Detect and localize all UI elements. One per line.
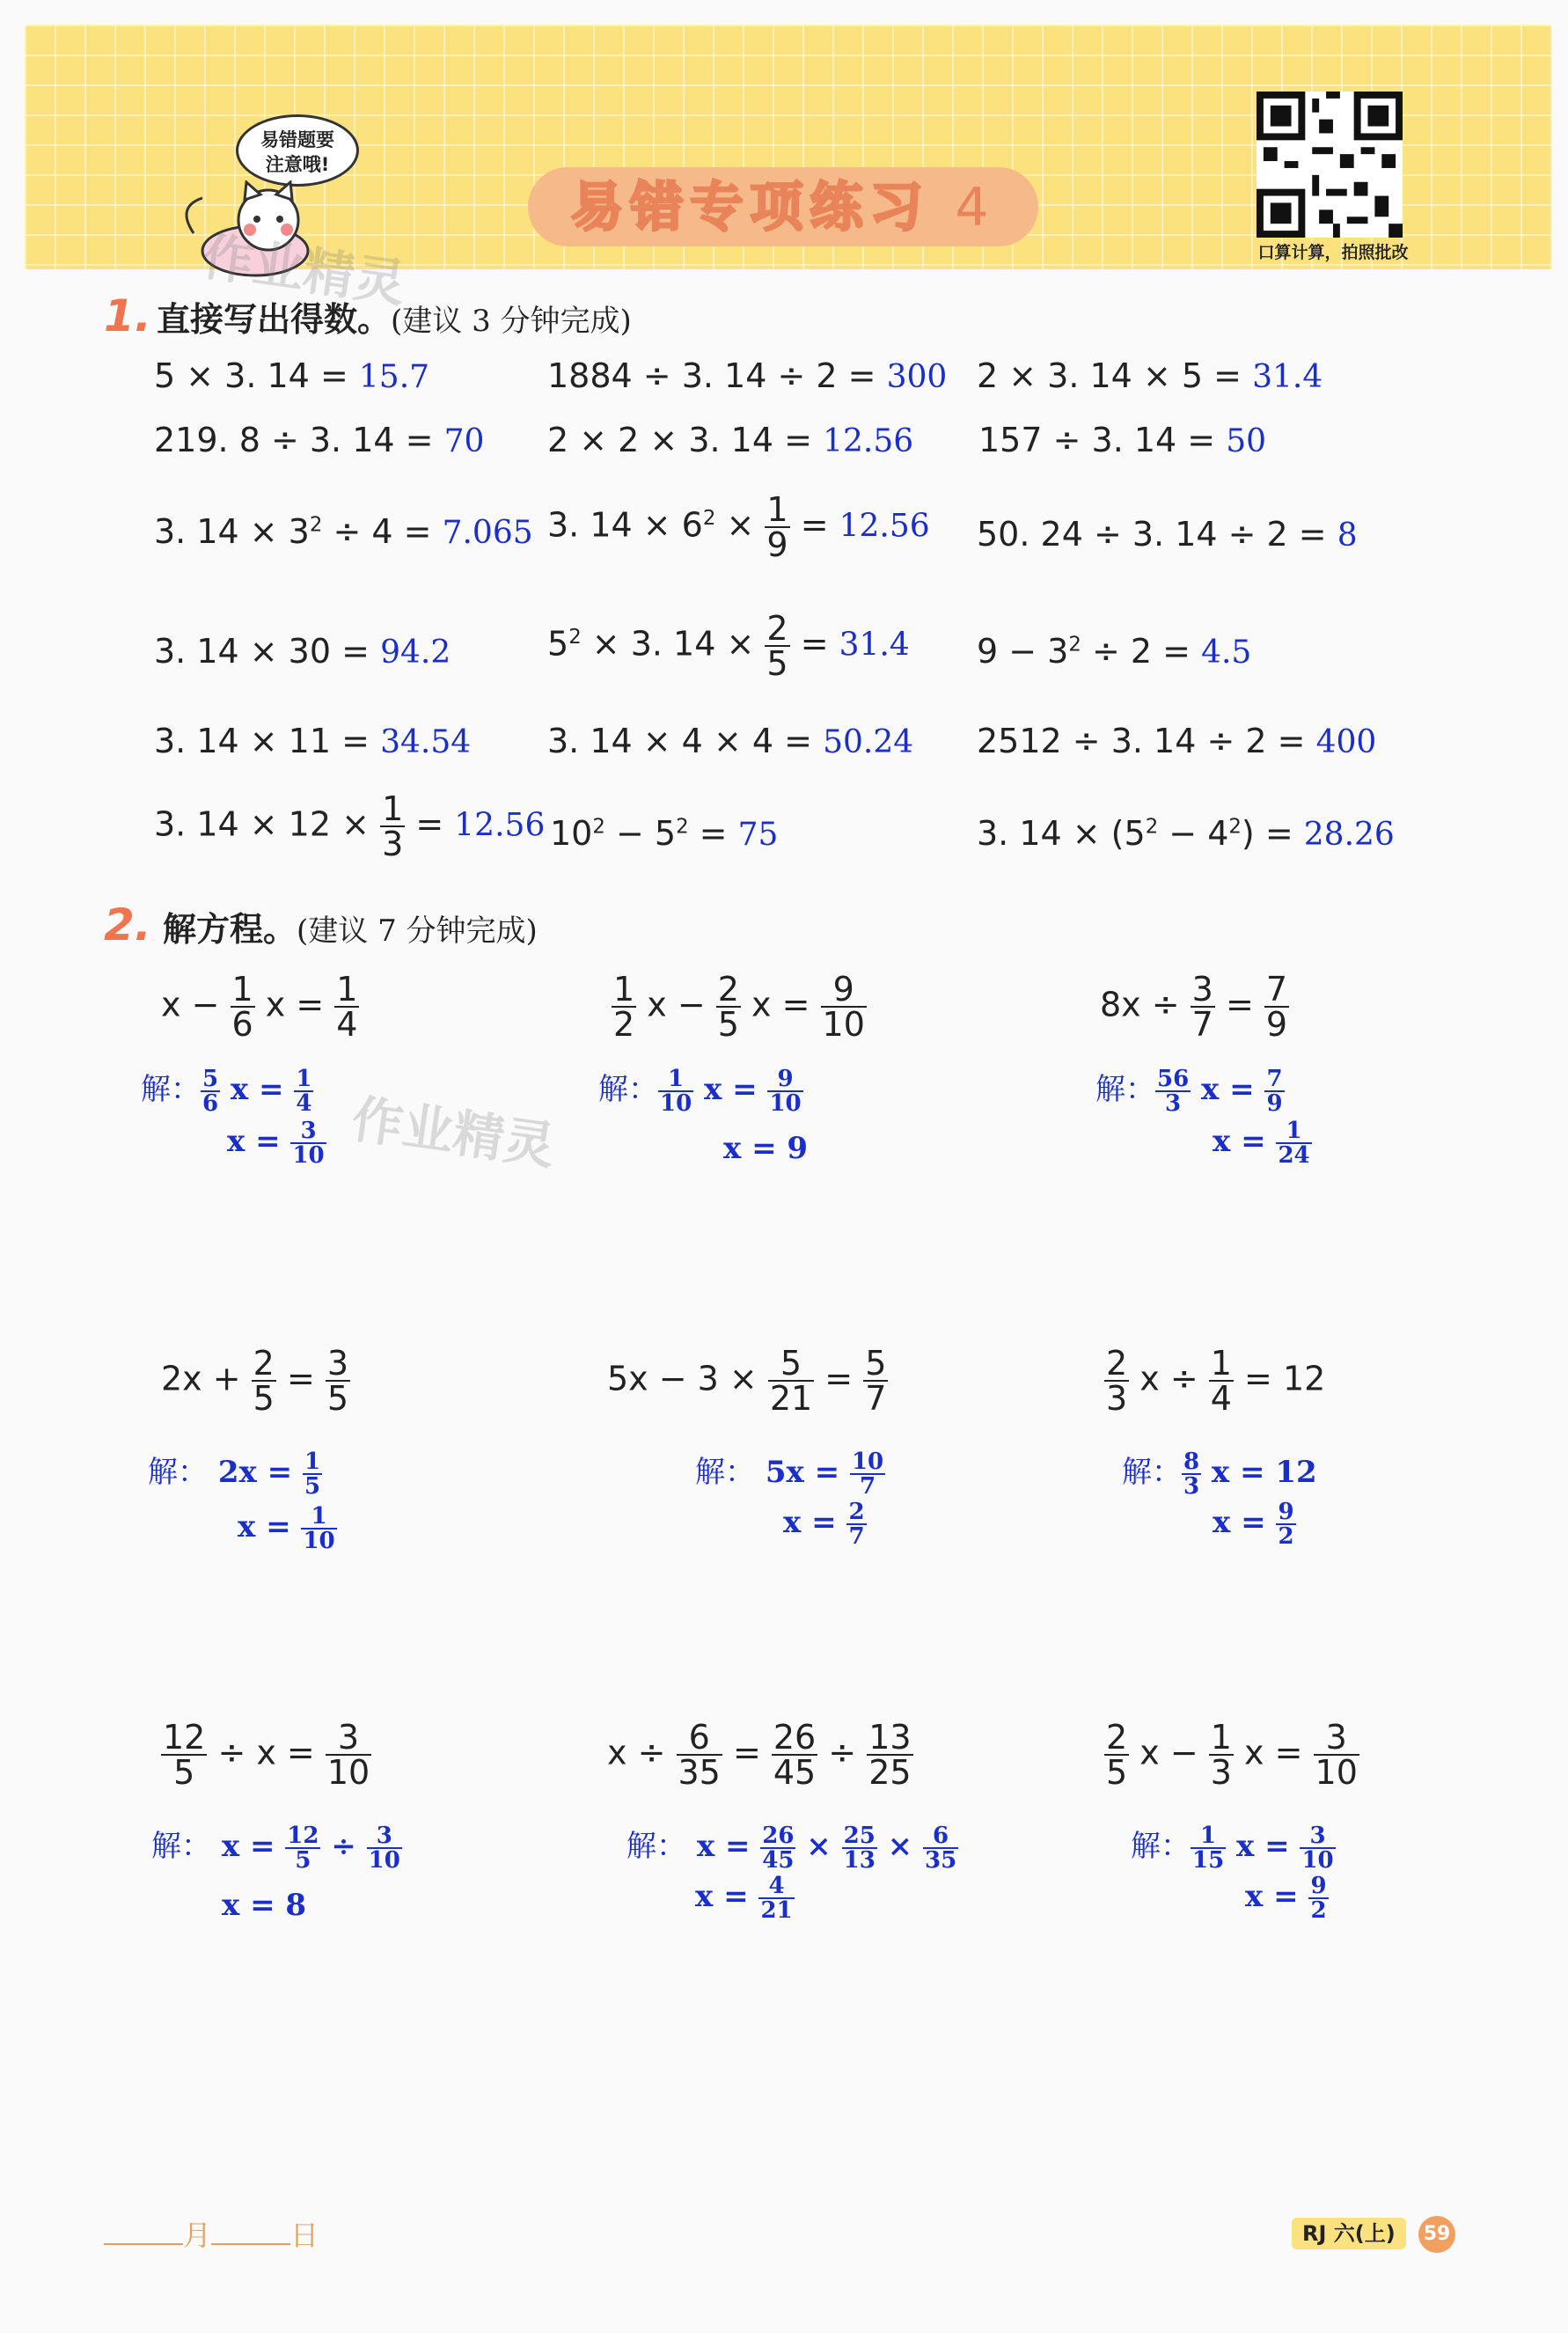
- numerator: 9: [1310, 1873, 1327, 1899]
- fraction: [303, 1450, 322, 1498]
- solution-step-2: [723, 1131, 808, 1166]
- numerator: 5: [780, 1344, 802, 1383]
- solve-label: 解：: [1131, 1829, 1191, 1864]
- numerator: 4: [768, 1873, 785, 1899]
- numerator: 12: [287, 1823, 319, 1849]
- math-text: =: [814, 1359, 864, 1398]
- numerator: 2: [717, 970, 739, 1009]
- solution-step-2: [227, 1119, 326, 1167]
- bubble-line-2: 注意哦!: [265, 154, 330, 175]
- denominator: 3: [1106, 1379, 1128, 1418]
- answer: 300: [886, 359, 948, 395]
- math-text: 2x =: [208, 1455, 303, 1490]
- answer: 4.5: [1201, 635, 1252, 671]
- solution-step-1: [626, 1822, 958, 1872]
- denominator: 4: [336, 1005, 358, 1044]
- fraction: [821, 970, 867, 1044]
- math-text: x = 8: [222, 1888, 307, 1923]
- oral-question: $9 - 3^2 \div 2 = 4.5$: [977, 632, 1252, 671]
- answer: 70: [443, 423, 485, 459]
- math-text: ×: [795, 1829, 842, 1864]
- solution-step-1: [151, 1822, 402, 1872]
- oral-question: 5 × 3. 14 = 15.7: [154, 356, 430, 395]
- fraction: [767, 1067, 802, 1115]
- solution-step-1: [148, 1448, 322, 1498]
- fraction: [923, 1824, 958, 1872]
- numerator: 9: [777, 1066, 794, 1092]
- numerator: 56: [1157, 1066, 1190, 1092]
- math-text: x −: [161, 985, 231, 1024]
- denominator: 2: [1278, 1523, 1294, 1550]
- fraction: [758, 1874, 794, 1922]
- denominator: 2: [613, 1005, 635, 1044]
- watermark: 作业精灵: [348, 1089, 559, 1177]
- numerator: 26: [773, 1718, 817, 1757]
- fraction: [326, 1344, 350, 1418]
- fraction: [1104, 1718, 1129, 1792]
- section-1-number: 1.: [104, 290, 151, 341]
- numerator: 1: [311, 1503, 327, 1530]
- fraction: [1104, 1344, 1129, 1418]
- equation: [161, 1344, 350, 1418]
- numerator: 7: [1265, 970, 1288, 1009]
- denominator: 15: [1192, 1847, 1225, 1874]
- numerator: 13: [868, 1718, 912, 1757]
- section-2-title: [163, 902, 538, 950]
- numerator: 5: [865, 1344, 887, 1383]
- denominator: 45: [773, 1753, 817, 1792]
- page-title: [554, 172, 1012, 243]
- oral-question: 1884 ÷ 3. 14 ÷ 2 = 300: [547, 356, 948, 395]
- numerator: 7: [1266, 1066, 1283, 1092]
- math-text: x =: [227, 1124, 291, 1159]
- equation: [1104, 1718, 1359, 1792]
- denominator: 5: [326, 1379, 349, 1418]
- solution-step-2: [1245, 1874, 1329, 1922]
- numerator: 3: [1191, 970, 1213, 1009]
- solve-label: 解：: [626, 1829, 686, 1864]
- fraction: [161, 1718, 207, 1792]
- fraction: [1276, 1500, 1295, 1548]
- math-text: 5x − 3 ×: [607, 1359, 768, 1398]
- fraction: [367, 1824, 402, 1872]
- math-text: x =: [1226, 1829, 1301, 1864]
- oral-question: $5^2 \times 3$. 14 × $\frac{2}{5}$ = 31.4: [547, 609, 910, 683]
- fraction: [677, 1718, 722, 1792]
- fraction: [1209, 1344, 1234, 1418]
- fraction: [1191, 970, 1215, 1044]
- math-text: x =: [1213, 1124, 1277, 1159]
- fraction: [1264, 1067, 1284, 1115]
- denominator: 3: [1155, 1090, 1191, 1115]
- fraction: [201, 1067, 220, 1115]
- oral-question: 3. 14 × 4 × 4 = 50.24: [547, 722, 914, 760]
- numerator: 1: [1286, 1118, 1302, 1144]
- solve-label: 解：: [1095, 1072, 1155, 1107]
- fraction: [1182, 1450, 1201, 1498]
- qr-caption: 口算计算，拍照批改: [1257, 243, 1409, 262]
- page-title-text: 易错专项练习: [570, 177, 930, 238]
- denominator: 45: [762, 1847, 795, 1874]
- math-text: 5x =: [755, 1455, 850, 1490]
- denominator: 5: [717, 1005, 739, 1044]
- denominator: 10: [1301, 1847, 1334, 1874]
- numerator: 26: [762, 1823, 795, 1849]
- oral-question: $10^2 - 5^2 = 75$: [550, 814, 779, 853]
- denominator: 5: [304, 1473, 321, 1500]
- oral-question: 2512 ÷ 3. 14 ÷ 2 = 400: [977, 722, 1377, 760]
- denominator: 5: [285, 1847, 320, 1872]
- fraction: [1209, 1718, 1234, 1792]
- math-text: x =: [211, 1829, 286, 1864]
- numerator: 6: [933, 1823, 949, 1849]
- math-text: x =: [783, 1505, 847, 1540]
- denominator: 9: [1266, 1090, 1283, 1117]
- day-label: 日: [290, 2219, 319, 2252]
- oral-question: 3. $14 \times (5^2 - 4^2) = 28.26$: [977, 814, 1395, 853]
- solution-step-1: [1122, 1448, 1317, 1498]
- denominator: 6: [202, 1090, 219, 1117]
- fraction: [658, 1067, 693, 1115]
- math-text: x =: [1191, 1072, 1265, 1107]
- fraction: [1314, 1718, 1359, 1792]
- numerator: 10: [851, 1449, 884, 1475]
- math-text: x =: [740, 985, 821, 1024]
- denominator: 10: [1315, 1753, 1358, 1792]
- answer: 400: [1315, 724, 1377, 760]
- solve-label: 解：: [148, 1455, 208, 1490]
- fraction: [850, 1450, 885, 1498]
- grade-badge: RJ 六(上): [1292, 2218, 1406, 2249]
- section-1-title-text: 直接写出得数。: [157, 300, 392, 339]
- numerator: 1: [231, 970, 253, 1009]
- solution-step-1: [695, 1448, 885, 1498]
- numerator: 12: [163, 1718, 206, 1757]
- answer: 31.4: [1252, 359, 1323, 395]
- numerator: 3: [1309, 1823, 1326, 1849]
- solution-step-1: [1095, 1065, 1285, 1115]
- numerator: 2: [848, 1499, 865, 1525]
- oral-question: 3. $14 \times 3^2 \div 4 = 7.065$: [154, 512, 533, 551]
- denominator: 4: [296, 1090, 312, 1117]
- numerator: 3: [1325, 1718, 1347, 1757]
- math-text: x =: [1245, 1879, 1309, 1914]
- math-text: x ÷: [607, 1733, 677, 1772]
- math-text: x ÷: [1129, 1359, 1209, 1398]
- page-number: 59: [1418, 2216, 1455, 2253]
- denominator: 10: [368, 1847, 400, 1874]
- solve-label: 解：: [141, 1072, 201, 1107]
- oral-question: 219. 8 ÷ 3. 14 = 70: [154, 421, 485, 459]
- numerator: 6: [688, 1718, 710, 1757]
- fraction: [285, 1824, 320, 1872]
- denominator: 6: [231, 1005, 253, 1044]
- math-text: ×: [876, 1829, 923, 1864]
- solution-step-2: [238, 1505, 337, 1552]
- section-1-title: [157, 292, 632, 341]
- fraction: [716, 970, 741, 1044]
- equation: [1104, 1344, 1326, 1418]
- fraction: [1264, 970, 1289, 1044]
- section-2-number: 2.: [104, 899, 151, 950]
- denominator: 3: [1210, 1753, 1232, 1792]
- equation: [612, 970, 867, 1044]
- answer: 28.26: [1303, 817, 1395, 853]
- math-text: =: [275, 1359, 326, 1398]
- numerator: 2: [1106, 1718, 1128, 1757]
- fraction: [252, 1344, 276, 1418]
- answer: 7.065: [442, 515, 533, 551]
- fraction: [294, 1067, 313, 1115]
- math-text: x =: [693, 1072, 768, 1107]
- equation: [607, 1344, 888, 1418]
- fraction: [772, 1718, 817, 1792]
- math-text: ÷ x =: [207, 1733, 326, 1772]
- math-text: ÷: [320, 1829, 367, 1864]
- numerator: 3: [326, 1344, 349, 1383]
- numerator: 1: [1210, 1344, 1232, 1383]
- math-text: 2x +: [161, 1359, 252, 1398]
- oral-question: 3. $14 \times 6^2$ × $\frac{1}{9}$ = 12.56: [547, 490, 930, 564]
- fraction: [1308, 1874, 1328, 1922]
- solution-step-2: [1213, 1500, 1296, 1548]
- answer: 34.54: [380, 724, 472, 760]
- section-1-hint: (建议 3 分钟完成): [391, 304, 632, 339]
- answer: 12.56: [839, 508, 930, 545]
- equation: [161, 970, 359, 1044]
- numerator: 2: [1106, 1344, 1128, 1383]
- denominator: 5: [161, 1754, 207, 1789]
- solution-step-2: [222, 1888, 306, 1923]
- speech-bubble: [236, 114, 359, 187]
- equation: [161, 1718, 371, 1792]
- denominator: 10: [769, 1090, 802, 1117]
- fraction: [334, 970, 359, 1044]
- fraction: [1300, 1824, 1335, 1872]
- fraction: [842, 1824, 877, 1872]
- solution-step-1: [141, 1065, 313, 1115]
- oral-question: 3. 14 × 11 = 34.54: [154, 722, 472, 760]
- numerator: 5: [202, 1066, 219, 1092]
- denominator: 7: [848, 1523, 865, 1550]
- fraction: [1155, 1067, 1191, 1115]
- numerator: 9: [1278, 1499, 1294, 1525]
- fraction: [612, 970, 636, 1044]
- denominator: 10: [303, 1528, 335, 1554]
- numerator: 1: [296, 1066, 312, 1092]
- answer: 75: [737, 817, 779, 853]
- math-text: x = 9: [723, 1131, 809, 1166]
- denominator: 21: [760, 1897, 793, 1924]
- math-text: x =: [1233, 1733, 1314, 1772]
- section-2-hint: (建议 7 分钟完成): [297, 913, 538, 949]
- denominator: 25: [868, 1753, 912, 1792]
- solve-label: 解：: [1122, 1455, 1182, 1490]
- denominator: 10: [292, 1142, 325, 1169]
- numerator: 1: [1200, 1823, 1217, 1849]
- math-text: x −: [1129, 1733, 1209, 1772]
- numerator: 1: [1210, 1718, 1232, 1757]
- section-2-title-text: 解方程。: [163, 910, 297, 949]
- fraction: [867, 1718, 912, 1792]
- oral-question: 2 × 3. 14 × 5 = 31.4: [977, 356, 1323, 395]
- denominator: 2: [1310, 1897, 1327, 1924]
- denominator: 7: [850, 1473, 885, 1498]
- solve-label: 解：: [695, 1455, 755, 1490]
- denominator: 21: [769, 1379, 813, 1418]
- fraction: [1191, 1824, 1226, 1872]
- solve-label: 解：: [151, 1829, 211, 1864]
- solution-step-1: [1131, 1822, 1336, 1872]
- math-text: x =: [695, 1879, 759, 1914]
- numerator: 3: [376, 1823, 392, 1849]
- math-text: x −: [636, 985, 716, 1024]
- fraction: [760, 1824, 795, 1872]
- denominator: 10: [660, 1090, 692, 1117]
- fraction: [846, 1500, 866, 1548]
- bubble-line-1: 易错题要: [260, 129, 334, 150]
- math-text: x =: [686, 1829, 761, 1864]
- denominator: 3: [1183, 1473, 1200, 1500]
- denominator: 24: [1278, 1142, 1310, 1169]
- math-text: 8x ÷: [1100, 985, 1191, 1024]
- denominator: 7: [865, 1379, 887, 1418]
- math-text: x = 12: [1201, 1455, 1317, 1490]
- fraction: [863, 1344, 888, 1418]
- numerator: 3: [300, 1118, 317, 1144]
- denominator: 10: [822, 1005, 865, 1044]
- fraction: [301, 1505, 336, 1552]
- oral-question: 157 ÷ 3. 14 = 50: [978, 421, 1267, 459]
- math-text: x =: [238, 1509, 302, 1544]
- denominator: 35: [925, 1847, 957, 1874]
- solution-step-2: [783, 1500, 867, 1548]
- month-label: 月: [183, 2219, 212, 2252]
- math-text: ÷: [817, 1733, 868, 1772]
- math-text: = 12: [1233, 1359, 1326, 1398]
- math-text: x =: [254, 985, 335, 1024]
- equation: [1100, 970, 1289, 1044]
- denominator: 9: [1265, 1005, 1288, 1044]
- answer: 31.4: [839, 627, 910, 664]
- math-text: =: [722, 1733, 772, 1772]
- denominator: 35: [678, 1753, 721, 1792]
- solution-step-1: [598, 1065, 803, 1115]
- oral-question: 3. 14 × 30 = 94.2: [154, 632, 451, 671]
- answer: 94.2: [380, 635, 451, 671]
- watermark: 作业精灵: [198, 226, 409, 314]
- qr-code-icon[interactable]: [1257, 92, 1403, 238]
- solve-label: 解：: [598, 1072, 658, 1107]
- page-title-number: 4: [955, 177, 996, 238]
- fraction: [1276, 1119, 1311, 1167]
- numerator: 9: [832, 970, 854, 1009]
- numerator: 25: [843, 1823, 876, 1849]
- answer: 15.7: [358, 359, 430, 395]
- answer: 8: [1337, 517, 1358, 554]
- fraction: [768, 1344, 814, 1418]
- numerator: 1: [336, 970, 358, 1009]
- numerator: 1: [304, 1449, 321, 1475]
- solution-step-2: [1213, 1119, 1312, 1167]
- denominator: 7: [1191, 1005, 1213, 1044]
- fraction: [290, 1119, 326, 1167]
- answer: 12.56: [823, 423, 914, 459]
- denominator: 4: [1210, 1379, 1232, 1418]
- date-field[interactable]: [104, 2213, 319, 2254]
- fraction: [231, 970, 255, 1044]
- numerator: 1: [613, 970, 635, 1009]
- denominator: 5: [253, 1379, 275, 1418]
- math-text: x =: [220, 1072, 295, 1107]
- answer: 12.56: [454, 807, 546, 844]
- numerator: 3: [337, 1718, 360, 1757]
- equation: [607, 1718, 913, 1792]
- numerator: 2: [253, 1344, 275, 1383]
- oral-question: 3. 14 × 12 × $\frac{1}{3}$ = 12.56: [154, 789, 546, 863]
- numerator: 8: [1183, 1449, 1200, 1475]
- solution-step-2: [695, 1874, 795, 1922]
- numerator: 1: [668, 1066, 685, 1092]
- answer: 50.24: [823, 724, 914, 760]
- denominator: 10: [326, 1753, 370, 1792]
- math-text: =: [1214, 985, 1264, 1024]
- oral-question: 2 × 2 × 3. 14 = 12.56: [547, 421, 914, 459]
- fraction: [326, 1718, 371, 1792]
- denominator: 13: [843, 1847, 876, 1874]
- math-text: x =: [1213, 1505, 1277, 1540]
- oral-question: 50. 24 ÷ 3. 14 ÷ 2 = 8: [977, 515, 1358, 554]
- answer: 50: [1226, 423, 1267, 459]
- denominator: 5: [1106, 1753, 1128, 1792]
